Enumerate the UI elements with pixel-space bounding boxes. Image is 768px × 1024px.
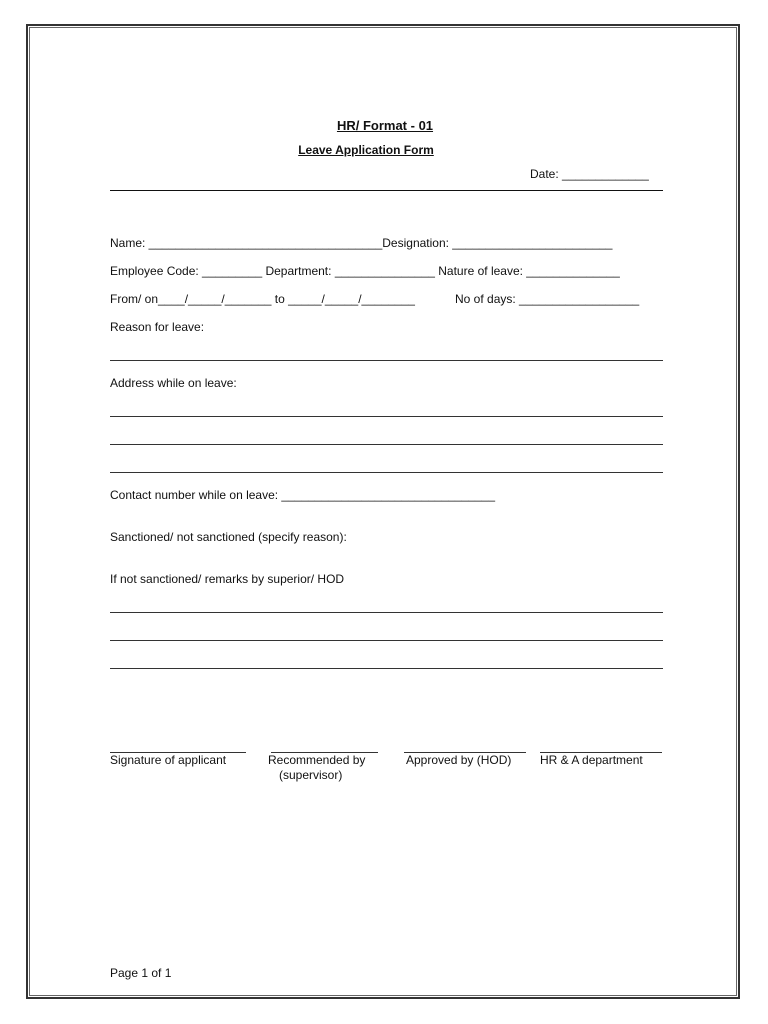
recommended-sublabel: (supervisor) (279, 768, 343, 782)
contact-number-field[interactable]: Contact number while on leave: ________________________________ (110, 488, 495, 502)
reason-label: Reason for leave: (110, 320, 205, 334)
address-blank-line-3[interactable] (110, 472, 663, 473)
date-field[interactable]: Date: _____________ (530, 167, 649, 181)
recommended-label: Recommended by (268, 753, 366, 767)
leave-date-range-field[interactable]: From/ on____/_____/_______ to _____/_____/________ (110, 292, 415, 306)
remarks-blank-line-2[interactable] (110, 640, 663, 641)
remarks-blank-line-3[interactable] (110, 668, 663, 669)
approved-label: Approved by (HOD) (406, 753, 512, 767)
page-number: Page 1 of 1 (110, 966, 172, 980)
employee-department-leave-field[interactable]: Employee Code: _________ Department: _______________ Nature of leave: ______________ (110, 264, 620, 278)
name-designation-field[interactable]: Name: ___________________________________Designation: ________________________ (110, 236, 613, 250)
remarks-label: If not sanctioned/ remarks by superior/ HOD (110, 572, 345, 586)
format-code-title: HR/ Format - 01 (336, 118, 434, 133)
address-label: Address while on leave: (110, 376, 237, 390)
remarks-blank-line-1[interactable] (110, 612, 663, 613)
form-title: Leave Application Form (298, 143, 434, 157)
sanctioned-label: Sanctioned/ not sanctioned (specify reason): (110, 530, 347, 544)
header-divider (110, 190, 663, 191)
address-blank-line-2[interactable] (110, 444, 663, 445)
hr-department-label: HR & A department (540, 753, 643, 767)
reason-blank-line[interactable] (110, 360, 663, 361)
address-blank-line-1[interactable] (110, 416, 663, 417)
applicant-signature-label: Signature of applicant (110, 753, 227, 767)
no-of-days-field[interactable]: No of days: __________________ (455, 292, 640, 306)
